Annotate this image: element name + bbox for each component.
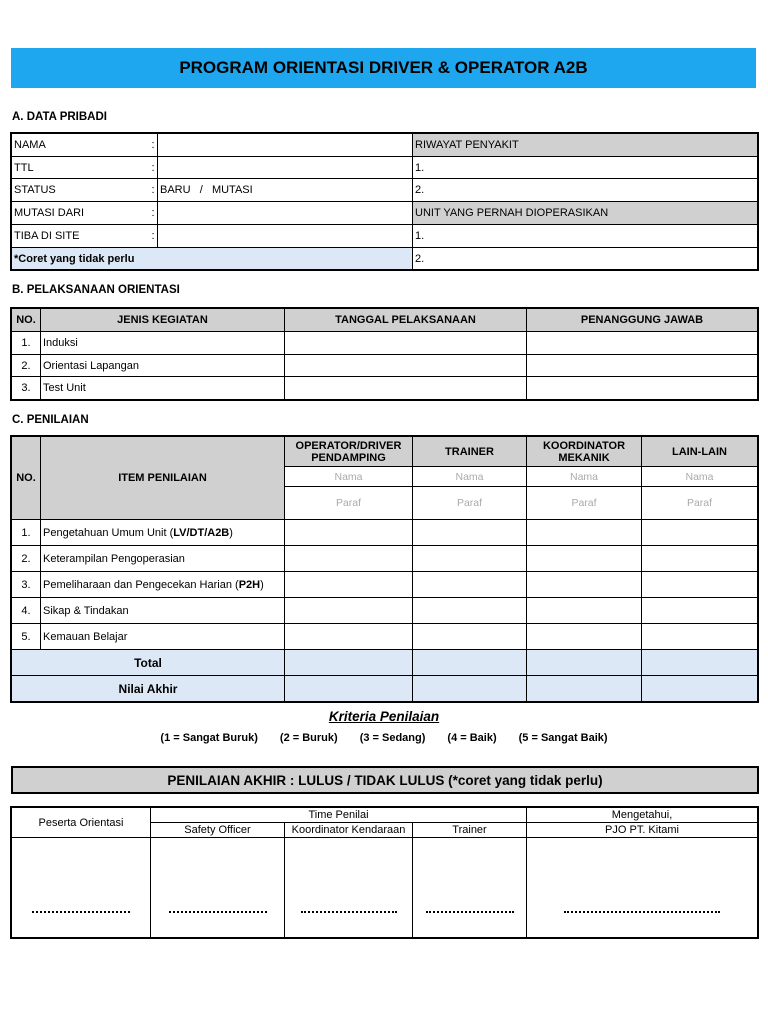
table-row [12, 377, 758, 400]
total-cell[interactable] [642, 650, 758, 676]
nilai-cell[interactable] [285, 676, 413, 702]
nama-input[interactable]: Nama [527, 467, 642, 487]
item-label: Keterampilan Pengoperasian [41, 546, 285, 572]
kegiatan-label: Orientasi Lapangan [41, 355, 285, 377]
field-label: TTL [12, 157, 150, 179]
table-row [12, 248, 758, 270]
koordinator-signature[interactable] [285, 838, 413, 938]
score-cell[interactable] [413, 624, 527, 650]
score-cell[interactable] [642, 572, 758, 598]
colon: : [150, 157, 158, 179]
penanggung-cell[interactable] [527, 355, 758, 377]
trainer-signature[interactable] [413, 838, 527, 938]
section-b-heading: B. PELAKSANAAN ORIENTASI [12, 284, 180, 296]
unit-item-1[interactable]: 1. [413, 225, 758, 248]
score-cell[interactable] [413, 598, 527, 624]
peserta-label: Peserta Orientasi [12, 808, 151, 838]
table-row [12, 179, 758, 202]
signature-line [564, 910, 720, 913]
scale-item: (3 = Sedang) [359, 732, 426, 744]
colon: : [150, 179, 158, 202]
tanggal-cell[interactable] [285, 377, 527, 400]
row-number: 3. [12, 572, 41, 598]
penanggung-cell[interactable] [527, 377, 758, 400]
coret-note: *Coret yang tidak perlu [12, 248, 413, 270]
kegiatan-label: Test Unit [41, 377, 285, 400]
final-assessment-banner: PENILAIAN AKHIR : LULUS / TIDAK LULUS (*coret yang tidak perlu) [11, 766, 759, 794]
pelaksanaan-table [11, 308, 758, 400]
paraf-input[interactable]: Paraf [527, 487, 642, 520]
assessor-header: LAIN-LAIN [642, 437, 758, 467]
total-label: Total [12, 650, 285, 676]
penilaian-table [11, 436, 758, 702]
field-label: STATUS [12, 179, 150, 202]
scale-item: (4 = Baik) [447, 732, 497, 744]
row-number: 1. [12, 332, 41, 355]
signature-space-row [12, 838, 758, 938]
nilai-akhir-label: Nilai Akhir [12, 676, 285, 702]
pjo-signature[interactable] [527, 838, 758, 938]
row-number: 3. [12, 377, 41, 400]
item-label: Pemeliharaan dan Pengecekan Harian (P2H) [41, 572, 285, 598]
table-row [12, 332, 758, 355]
field-label: TIBA DI SITE [12, 225, 150, 248]
column-header: NO. [12, 309, 41, 332]
scale-item: (2 = Buruk) [279, 732, 338, 744]
score-cell[interactable] [285, 598, 413, 624]
item-label: Sikap & Tindakan [41, 598, 285, 624]
scale-item: (1 = Sangat Buruk) [160, 732, 258, 744]
tiba-di-site-field[interactable] [158, 225, 413, 248]
row-number: 2. [12, 546, 41, 572]
ttl-field[interactable] [158, 157, 413, 179]
kriteria-title: Kriteria Penilaian [328, 709, 440, 724]
signature-line [169, 910, 267, 913]
table-row [12, 598, 758, 624]
score-cell[interactable] [527, 546, 642, 572]
signature-line [426, 910, 514, 913]
total-cell[interactable] [527, 650, 642, 676]
score-cell[interactable] [413, 572, 527, 598]
field-label: MUTASI DARI [12, 202, 150, 225]
score-cell[interactable] [642, 598, 758, 624]
unit-item-2[interactable]: 2. [413, 248, 758, 270]
assessor-header: KOORDINATOR MEKANIK [527, 437, 642, 467]
score-cell[interactable] [413, 520, 527, 546]
safety-officer-label: Safety Officer [151, 823, 285, 838]
nama-input[interactable]: Nama [285, 467, 413, 487]
table-row [12, 134, 758, 157]
safety-signature[interactable] [151, 838, 285, 938]
scale-item: (5 = Sangat Baik) [518, 732, 608, 744]
koordinator-label: Koordinator Kendaraan [285, 823, 413, 838]
score-cell[interactable] [285, 520, 413, 546]
item-label: Pengetahuan Umum Unit (LV/DT/A2B) [41, 520, 285, 546]
score-cell[interactable] [642, 520, 758, 546]
column-header: JENIS KEGIATAN [41, 309, 285, 332]
status-field[interactable]: BARU / MUTASI [158, 179, 413, 202]
penanggung-cell[interactable] [527, 332, 758, 355]
section-a-heading: A. DATA PRIBADI [12, 111, 107, 123]
unit-dioperasikan-label: UNIT YANG PERNAH DIOPERASIKAN [413, 202, 758, 225]
row-number: 5. [12, 624, 41, 650]
nilai-cell[interactable] [527, 676, 642, 702]
paraf-input[interactable]: Paraf [413, 487, 527, 520]
peserta-signature[interactable] [12, 838, 151, 938]
riwayat-item-1[interactable]: 1. [413, 157, 758, 179]
item-label: Kemauan Belajar [41, 624, 285, 650]
table-row [12, 225, 758, 248]
colon: : [150, 202, 158, 225]
nama-input[interactable]: Nama [642, 467, 758, 487]
no-header: NO. [12, 437, 41, 520]
tanggal-cell[interactable] [285, 355, 527, 377]
tanggal-cell[interactable] [285, 332, 527, 355]
nilai-cell[interactable] [642, 676, 758, 702]
page-title: PROGRAM ORIENTASI DRIVER & OPERATOR A2B [11, 48, 756, 88]
score-cell[interactable] [413, 546, 527, 572]
table-row [12, 520, 758, 546]
riwayat-penyakit-label: RIWAYAT PENYAKIT [413, 134, 758, 157]
nilai-akhir-row [12, 676, 758, 702]
colon: : [150, 225, 158, 248]
column-header: PENANGGUNG JAWAB [527, 309, 758, 332]
nama-field[interactable] [158, 134, 413, 157]
time-penilai-label: Time Penilai [151, 808, 527, 823]
trainer-label: Trainer [413, 823, 527, 838]
score-cell[interactable] [527, 598, 642, 624]
signature-table [11, 807, 758, 938]
table-row [12, 355, 758, 377]
total-cell[interactable] [413, 650, 527, 676]
colon: : [150, 134, 158, 157]
row-number: 4. [12, 598, 41, 624]
field-label: NAMA [12, 134, 150, 157]
kriteria-scale [0, 732, 768, 744]
total-row [12, 650, 758, 676]
row-number: 1. [12, 520, 41, 546]
score-cell[interactable] [285, 546, 413, 572]
signature-line [301, 910, 397, 913]
assessor-header: OPERATOR/DRIVER PENDAMPING [285, 437, 413, 467]
score-cell[interactable] [527, 520, 642, 546]
nilai-cell[interactable] [413, 676, 527, 702]
score-cell[interactable] [527, 572, 642, 598]
score-cell[interactable] [285, 624, 413, 650]
paraf-input[interactable]: Paraf [642, 487, 758, 520]
column-header: TANGGAL PELAKSANAAN [285, 309, 527, 332]
paraf-input[interactable]: Paraf [285, 487, 413, 520]
riwayat-item-2[interactable]: 2. [413, 179, 758, 202]
section-c-heading: C. PENILAIAN [12, 414, 89, 426]
signature-header-row [12, 808, 758, 823]
score-cell[interactable] [285, 572, 413, 598]
pjo-label: PJO PT. Kitami [527, 823, 758, 838]
total-cell[interactable] [285, 650, 413, 676]
table-row [12, 546, 758, 572]
score-cell[interactable] [527, 624, 642, 650]
data-pribadi-table [11, 133, 758, 270]
mutasi-dari-field[interactable] [158, 202, 413, 225]
table-header-row [12, 437, 758, 467]
table-row [12, 202, 758, 225]
table-row [12, 624, 758, 650]
nama-input[interactable]: Nama [413, 467, 527, 487]
mengetahui-label: Mengetahui, [527, 808, 758, 823]
item-header: ITEM PENILAIAN [41, 437, 285, 520]
table-header-row [12, 309, 758, 332]
table-row [12, 157, 758, 179]
kegiatan-label: Induksi [41, 332, 285, 355]
score-cell[interactable] [642, 624, 758, 650]
score-cell[interactable] [642, 546, 758, 572]
signature-line [32, 910, 130, 913]
table-row [12, 572, 758, 598]
assessor-header: TRAINER [413, 437, 527, 467]
row-number: 2. [12, 355, 41, 377]
